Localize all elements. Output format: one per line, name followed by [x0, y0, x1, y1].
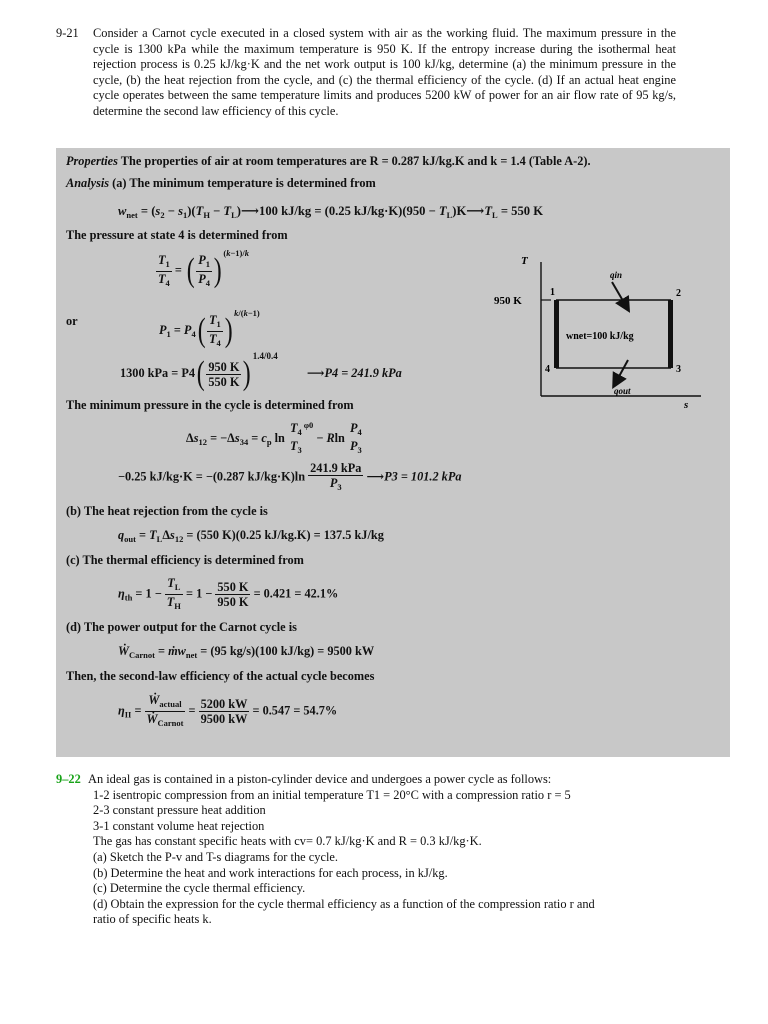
- problem-statement: Consider a Carnot cycle executed in a closed system with air as the working fluid. The maximum pressure in the cycle is 1300 kPa while the maximum temperature is 950 K. If the entropy increase during the isothermal heat rejection process is 0.25 kJ/kg·K and the net work output is 100 kJ/kg, determine (a) the minimum pressure in the cycle, (b) the heat rejection from the cycle, and (c) the thermal efficiency of the cycle. (d) If an actual heat engine cycle operates between the same temperature limits and produces 5200 kW of power for an air flow rate of 95 kg/s, determine the second law efficiency of this cycle.: [93, 26, 676, 118]
- min-pressure-text: The minimum pressure in the cycle is determined from: [66, 398, 354, 412]
- properties-text: The properties of air at room temperatures are R = 0.287 kJ/kg.K and k = 1.4 (Table A-2).: [120, 154, 591, 168]
- equation-p3: −0.25 kJ/kg·K = −(0.287 kJ/kg·K)ln $\frac{\text{241.9 kPa}}{P_3}$ ⟶P3 = 101.2 kPa: [118, 461, 462, 492]
- equation-temperature-ratio: $\frac{T_1}{T_4}$ = ( $\frac{P_1}{P_4}$ ) $^{(k-1)/k}$: [158, 248, 249, 290]
- problem-number: 9–22: [56, 772, 81, 786]
- part-b-text: (b) The heat rejection from the cycle is: [66, 504, 268, 518]
- w-net-label: wnet=100 kJ/kg: [566, 331, 634, 342]
- problem-line: 1-2 isentropic compression from an initial temperature T1 = 20°C with a compression ratio r = 5: [93, 787, 571, 802]
- properties-line: [66, 154, 591, 169]
- equation-second-law-efficiency: $\eta_{II}$ = $\frac{Ẇ_{actual}}{Ẇ_{Carnot}}$ = $\frac{5200 kW}{9500 kW}$ = 0.547 = 54.7%: [118, 693, 338, 728]
- problem-number: 9-21: [56, 26, 79, 40]
- problem-line: An ideal gas is contained in a piston-cylinder device and undergoes a power cycle as follows:: [88, 772, 552, 786]
- q-out-label: qout: [614, 386, 631, 396]
- problem-line: 2-3 constant pressure heat addition: [93, 803, 266, 818]
- equation-heat-rejection: $q_{out} = T_L\Delta s_{12} = (550$ K)(0.25 kJ/kg.K) = 137.5 kJ/kg: [118, 528, 384, 544]
- equation-pressure-relation: $P_1 = P_4$( $\frac{T_1}{T_4}$ ) $^{k/(k-1)}$: [159, 308, 260, 350]
- equation-thermal-efficiency: $\eta_{th} = 1$ − $\frac{T_L}{T_H}$ = 1 − $\frac{550 K}{950 K}$ = 0.421 = 42.1%: [118, 576, 339, 611]
- or-label: or: [66, 314, 78, 328]
- s-axis-label: s: [684, 399, 689, 411]
- state4-text: The pressure at state 4 is determined from: [66, 228, 288, 242]
- problem-line: 3-1 constant volume heat rejection: [93, 818, 265, 833]
- problem-9-22: [56, 772, 696, 928]
- problem-line: ratio of specific heats k.: [93, 912, 212, 927]
- process-4-1: [554, 300, 559, 368]
- problem-line: (a) Sketch the P-v and T-s diagrams for the cycle.: [93, 849, 338, 864]
- point-4: 4: [545, 364, 550, 375]
- problem-line: The gas has constant specific heats with cv= 0.7 kJ/kg·K and R = 0.3 kJ/kg·K.: [93, 834, 482, 849]
- t-s-diagram: [486, 248, 716, 418]
- q-in-arrow: [612, 282, 626, 306]
- point-3: 3: [676, 364, 681, 375]
- analysis-line: [66, 176, 376, 191]
- point-2: 2: [676, 288, 681, 299]
- part-d-text: (d) The power output for the Carnot cycle is: [66, 620, 297, 634]
- problem-line: (d) Obtain the expression for the cycle thermal efficiency as a function of the compression ratio r and: [93, 896, 595, 911]
- q-out-arrow: [616, 360, 628, 382]
- properties-label: Properties: [66, 154, 118, 168]
- solution-box: [56, 148, 730, 757]
- point-1: 1: [550, 287, 555, 298]
- second-law-text: Then, the second-law efficiency of the actual cycle becomes: [66, 669, 375, 683]
- p3-result: P3 = 101.2 kPa: [384, 469, 462, 484]
- p4-result: P4 = 241.9 kPa: [324, 366, 402, 380]
- t-axis-label: T: [521, 255, 528, 267]
- analysis-label: Analysis: [66, 176, 110, 190]
- q-in-label: qin: [610, 270, 623, 280]
- problem-9-21: [56, 26, 676, 120]
- equation-entropy-change: $\Delta s_{12} = -\Delta s_{34} = c_p$ ln $T_4$ $T_3$ $^{\varphi 0}$ − Rln $P_4$ $P_3$: [186, 420, 362, 456]
- problem-line: (c) Determine the cycle thermal efficiency.: [93, 881, 306, 896]
- equation-min-temperature: $w_{net} = (s_2 - s_1)(T_H$ − $T_L)⟶100$ kJ/kg = (0.25 $kJ/kg\cdot K)(950 - T_L)K⟶T_L = 550$ K: [118, 204, 543, 220]
- part-c-text: (c) The thermal efficiency is determined from: [66, 553, 304, 567]
- process-2-3: [668, 300, 673, 368]
- equation-carnot-power: Ẇ$_{Carnot}$ = ṁw$_{net}$ = (95 kg/s)(100 kJ/kg) = 9500 kW: [118, 644, 375, 660]
- analysis-text: (a) The minimum temperature is determined from: [112, 176, 376, 190]
- equation-p4: 1300 kPa = P4( $\frac{950 K}{550 K}$ ) $^{1.4/0.4}$ ⟶P4 = 241.9 kPa: [120, 351, 402, 393]
- temp-label: 950 K: [494, 295, 522, 307]
- problem-line: (b) Determine the heat and work interactions for each process, in kJ/kg.: [93, 865, 448, 880]
